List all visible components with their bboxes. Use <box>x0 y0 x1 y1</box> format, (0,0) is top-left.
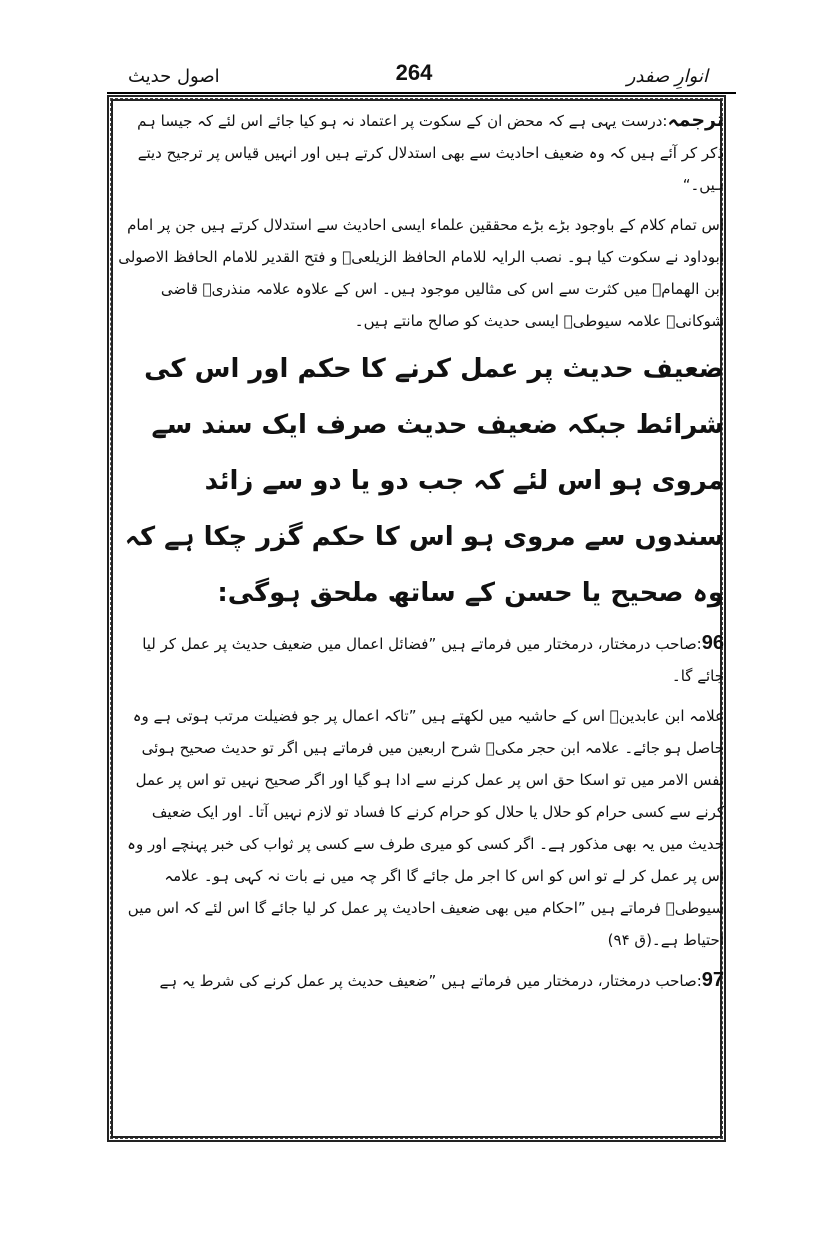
translation-label: ترجمہ <box>667 109 724 131</box>
page-number: 264 <box>395 60 433 85</box>
item-97-text: :صاحب درمختار، درمختار میں فرماتے ہیں ”ضعیف حدیث پر عمل کرنے کی شرط یہ ہے <box>159 972 702 990</box>
translation-paragraph <box>118 104 724 201</box>
item-96 <box>118 627 724 692</box>
item-97-number: 97 <box>701 969 724 991</box>
item-97 <box>118 964 724 997</box>
header-divider <box>107 92 736 94</box>
section-title: اصول حدیث <box>128 66 220 87</box>
commentary-paragraph: علامہ ابن عابدینؒ اس کے حاشیہ میں لکھتے ہیں ”تاکہ اعمال پر جو فضیلت مرتب ہوتی ہے وہ حاصل ہو جائے۔ علامہ ابن حجر مکیؒ شرح اربعین میں فرماتے ہیں اگر تو حدیث صحیح ہوئی نفس الامر میں تو اسکا حق اس پر عمل کرنے سے ادا ہو گیا اور اگر صحیح نہیں تو اس پر عمل کرنے سے کسی حرام کو حلال یا حلال کو حرام کرنے کا فساد تو لازم نہیں آتا۔ اور ایک ضعیف حدیث میں یہ بھی مذکور ہے۔ اگر کسی کو میری طرف سے کسی پر ثواب کی خبر پہنچے اور وہ اس پر عمل کر لے تو اس کو اس کا اجر مل جائے گا اگر چہ میں نے بات نہ کہی ہو۔ علامہ سیوطیؒ فرماتے ہیں ”احکام میں بھی ضعیف احادیث پر عمل کر لیا جائے گا اس لئے کہ اس میں احتیاط ہے۔(ق ۹۴) <box>127 707 724 949</box>
book-title: انوارِ صفدر <box>626 66 708 87</box>
item-96-text: :صاحب درمختار، درمختار میں فرماتے ہیں ”فضائل اعمال میں ضعیف حدیث پر عمل کر لیا جائے گا۔ <box>142 635 724 685</box>
item-96-number: 96 <box>701 632 724 654</box>
section-heading: ضعیف حدیث پر عمل کرنے کا حکم اور اس کی شرائط جبکہ ضعیف حدیث صرف ایک سند سے مروی ہو اس لئے کہ جب دو یا دو سے زائد سندوں سے مروی ہو اس کا حکم گزر چکا ہے کہ وہ صحیح یا حسن کے ساتھ ملحق ہوگی: <box>124 354 724 608</box>
translation-text: :درست یہی ہے کہ محض ان کے سکوت پر اعتماد نہ ہو کیا جائے اس لئے کہ جیسا ہم ذکر کر آئے ہیں کہ وہ ضعیف احادیث سے بھی استدلال کرتے ہیں اور انہیں قیاس پر ترجیح دیتے ہیں۔“ <box>137 112 724 194</box>
page-body <box>118 104 724 999</box>
scholars-paragraph: اس تمام کلام کے باوجود بڑے بڑے محققین علماء ایسی احادیث سے استدلال کرتے ہیں جن پر امام ابوداود نے سکوت کیا ہو۔ نصب الرایہ للامام الحافظ الزیلعیؒ و فتح القدیر للامام الحافظ الاصولی ابن الھمامؒ میں کثرت سے اس کی مثالیں موجود ہیں۔ اس کے علاوہ علامہ منذریؒ قاضی شوکانیؒ علامہ سیوطیؒ ایسی حدیث کو صالح مانتے ہیں۔ <box>118 216 724 330</box>
